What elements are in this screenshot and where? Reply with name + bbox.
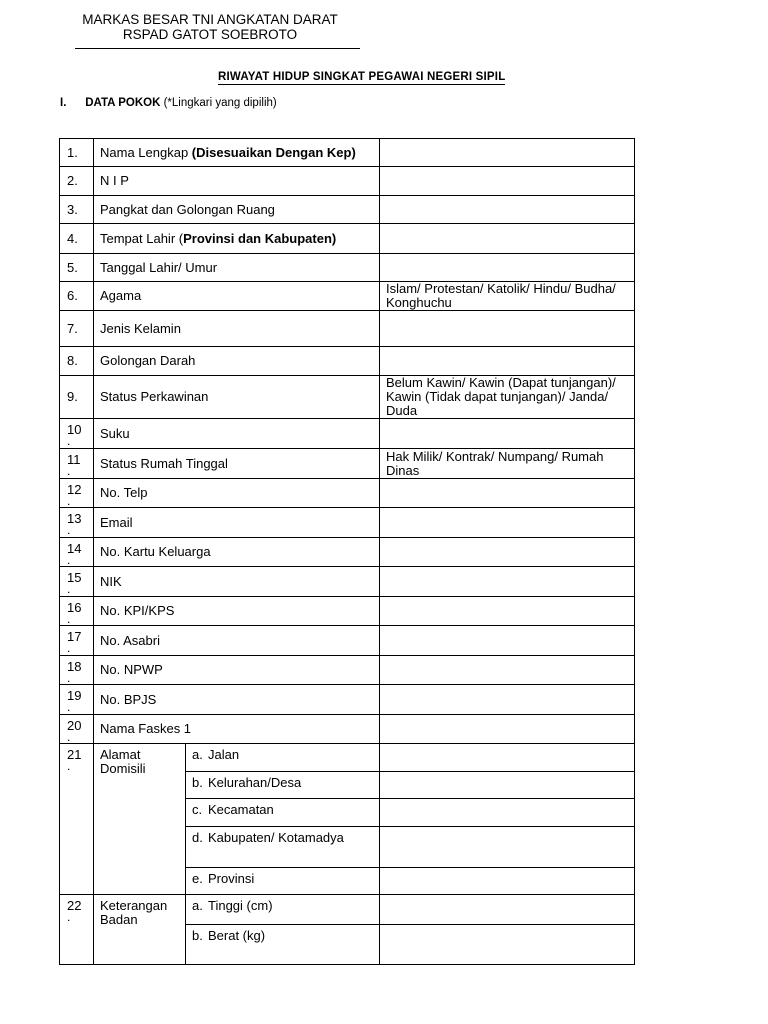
row-label-text: No. Asabri — [100, 632, 160, 648]
sub-item-label — [186, 868, 380, 895]
table-row — [60, 376, 635, 419]
row-number-dot: . — [67, 641, 71, 655]
table-row — [60, 347, 635, 376]
row-label-text: Nama Lengkap — [100, 144, 192, 160]
table-row — [60, 656, 635, 685]
row-number-text: 15 — [67, 570, 82, 585]
row-label — [94, 715, 380, 744]
row-number-text: 3. — [67, 201, 78, 217]
row-label-text: Tanggal Lahir/ Umur — [100, 259, 218, 275]
row-number-dot: . — [67, 553, 71, 567]
sub-item-letter: a. — [192, 747, 203, 762]
group-label — [94, 895, 186, 965]
row-number-text: 16 — [67, 600, 82, 615]
row-value-options: Islam/ Protestan/ Katolik/ Hindu/ Budha/ Konghuchu — [386, 281, 616, 310]
row-value-field[interactable] — [380, 282, 635, 311]
row-label — [94, 347, 380, 376]
sub-item-value-field[interactable] — [380, 925, 635, 965]
sub-item-value-field[interactable] — [380, 772, 635, 799]
row-value-field[interactable] — [380, 685, 635, 715]
row-label-emphasis: Provinsi dan Kabupaten) — [183, 230, 337, 246]
section-name: DATA POKOK — [85, 97, 161, 109]
table-row — [60, 449, 635, 479]
sub-item-value-field[interactable] — [380, 827, 635, 868]
row-label-text: Email — [100, 514, 133, 530]
row-label-text: Status Rumah Tinggal — [100, 455, 228, 471]
sub-item-text: Kelurahan/Desa — [208, 775, 302, 790]
group-label — [94, 744, 186, 895]
row-number — [60, 254, 94, 282]
row-value-field[interactable] — [380, 626, 635, 656]
sub-item — [192, 748, 373, 762]
row-label — [94, 685, 380, 715]
row-label — [94, 282, 380, 311]
row-label-text: Tempat Lahir ( — [100, 230, 184, 246]
header-line-2: RSPAD GATOT SOEBROTO — [122, 27, 298, 42]
row-value-field[interactable] — [380, 376, 635, 419]
row-label-text: No. Telp — [100, 485, 148, 500]
row-number — [60, 567, 94, 597]
group-label-text: Keterangan Badan — [100, 898, 168, 927]
row-number-text: 13 — [67, 511, 82, 526]
row-number-dot: . — [67, 671, 71, 685]
row-number-text: 6. — [67, 288, 78, 303]
row-number — [60, 419, 94, 449]
row-number-text: 18 — [67, 659, 82, 674]
header-line-1: MARKAS BESAR TNI ANGKATAN DARAT — [82, 12, 338, 27]
row-label-text: No. KPI/KPS — [100, 603, 175, 618]
row-value-field[interactable] — [380, 656, 635, 685]
section-heading — [60, 97, 277, 109]
document-title: RIWAYAT HIDUP SINGKAT PEGAWAI NEGERI SIPIL — [218, 71, 506, 83]
sub-item-text: Tinggi (cm) — [208, 898, 273, 913]
row-number — [60, 139, 94, 167]
row-number-text: 19 — [67, 688, 82, 703]
row-number-text: 8. — [67, 353, 78, 368]
row-value-field[interactable] — [380, 479, 635, 508]
sub-item-label — [186, 895, 380, 925]
row-number-dot: . — [67, 612, 71, 626]
sub-item-label — [186, 744, 380, 772]
sub-item-text: Berat (kg) — [208, 928, 266, 943]
group-label-text: Alamat Domisili — [100, 747, 146, 776]
table-row — [60, 685, 635, 715]
table-row — [60, 224, 635, 254]
row-number — [60, 744, 94, 895]
sub-item-text: Provinsi — [208, 871, 255, 886]
table-row — [60, 254, 635, 282]
row-number-dot: . — [67, 910, 71, 924]
row-label — [94, 254, 380, 282]
document-header — [60, 12, 360, 42]
row-number — [60, 508, 94, 538]
row-number-text: 10 — [67, 422, 82, 437]
row-label-text: Status Perkawinan — [100, 389, 209, 404]
row-number — [60, 626, 94, 656]
sub-item — [192, 776, 373, 790]
table-row — [60, 196, 635, 224]
row-number-text: 5. — [67, 259, 78, 275]
row-number-dot: . — [67, 700, 71, 714]
row-label-text: N I P — [100, 173, 129, 188]
row-value-field[interactable] — [380, 139, 635, 167]
row-value-options: Belum Kawin/ Kawin (Dapat tunjangan)/ Kawin (Tidak dapat tunjangan)/ Janda/ Duda — [386, 375, 616, 418]
row-label-emphasis: (Disesuaikan Dengan Kep) — [191, 144, 356, 160]
row-number — [60, 479, 94, 508]
row-label — [94, 626, 380, 656]
row-label-text: Agama — [100, 288, 142, 303]
row-number-text: 14 — [67, 541, 82, 556]
row-label-text: Golongan Darah — [100, 353, 196, 368]
table-row — [60, 282, 635, 311]
row-number — [60, 376, 94, 419]
section-number: I. — [60, 97, 67, 109]
sub-item-letter: d. — [192, 830, 203, 845]
row-label — [94, 419, 380, 449]
row-number-text: 7. — [67, 320, 78, 336]
row-number — [60, 311, 94, 347]
sub-item-value-field[interactable] — [380, 799, 635, 827]
sub-item — [192, 929, 373, 943]
sub-item-text: Jalan — [208, 747, 240, 762]
row-label-text: No. Kartu Keluarga — [100, 544, 211, 559]
table-row — [60, 744, 635, 772]
row-number-dot: . — [67, 464, 71, 478]
table-row — [60, 479, 635, 508]
row-number — [60, 347, 94, 376]
row-value-field[interactable] — [380, 196, 635, 224]
row-value-field[interactable] — [380, 419, 635, 449]
sub-item-value-field[interactable] — [380, 868, 635, 895]
row-label-text: No. BPJS — [100, 691, 157, 707]
row-value-field[interactable] — [380, 311, 635, 347]
row-label-text: Pangkat dan Golongan Ruang — [100, 201, 275, 217]
row-number-dot: . — [67, 730, 71, 744]
row-number — [60, 196, 94, 224]
row-number-dot: . — [67, 523, 71, 537]
table-row — [60, 895, 635, 925]
row-number-text: 4. — [67, 230, 78, 246]
table-row — [60, 508, 635, 538]
sub-item-letter: e. — [192, 871, 203, 886]
row-label — [94, 139, 380, 167]
row-number-dot: . — [67, 582, 71, 596]
row-number-text: 9. — [67, 389, 78, 404]
row-label — [94, 479, 380, 508]
sub-item-label — [186, 799, 380, 827]
row-label — [94, 508, 380, 538]
row-number — [60, 282, 94, 311]
row-value-field[interactable] — [380, 224, 635, 254]
table-row — [60, 597, 635, 626]
table-row — [60, 538, 635, 567]
table-row — [60, 139, 635, 167]
row-number-dot: . — [67, 759, 71, 773]
row-label-text: Nama Faskes 1 — [100, 721, 192, 736]
sub-item — [192, 803, 373, 817]
row-number — [60, 895, 94, 965]
row-value-field[interactable] — [380, 254, 635, 282]
row-label — [94, 449, 380, 479]
row-number — [60, 685, 94, 715]
row-label — [94, 167, 380, 196]
row-number — [60, 597, 94, 626]
row-number-text: 22 — [67, 898, 82, 913]
row-label-text: Jenis Kelamin — [100, 320, 181, 336]
table-row — [60, 626, 635, 656]
sub-item-label — [186, 827, 380, 868]
row-label — [94, 656, 380, 685]
sub-item-letter: c. — [192, 802, 203, 817]
row-value-options: Hak Milik/ Kontrak/ Numpang/ Rumah Dinas — [386, 448, 604, 478]
sub-item-label — [186, 925, 380, 965]
row-value-field[interactable] — [380, 167, 635, 196]
row-label — [94, 224, 380, 254]
row-label-text: NIK — [100, 573, 122, 589]
sub-item-value-field[interactable] — [380, 744, 635, 772]
table-row — [60, 567, 635, 597]
row-number — [60, 538, 94, 567]
row-number-text: 2. — [67, 173, 78, 188]
row-value-field[interactable] — [380, 508, 635, 538]
sub-item-text: Kabupaten/ Kotamadya — [208, 830, 344, 845]
sub-item — [192, 831, 373, 845]
row-number-text: 21 — [67, 747, 82, 762]
row-value-field[interactable] — [380, 567, 635, 597]
row-label — [94, 567, 380, 597]
row-label — [94, 196, 380, 224]
row-number-dot: . — [67, 494, 71, 508]
table-row — [60, 419, 635, 449]
sub-item-label — [186, 772, 380, 799]
table-row — [60, 167, 635, 196]
header-underline — [75, 48, 360, 49]
row-label-text: No. NPWP — [100, 662, 163, 677]
row-number — [60, 449, 94, 479]
sub-item — [192, 872, 373, 886]
section-note: (*Lingkari yang dipilih) — [163, 97, 277, 109]
row-value-field[interactable] — [380, 715, 635, 744]
row-number-text: 17 — [67, 629, 82, 644]
sub-item — [192, 899, 373, 913]
data-pokok-table — [59, 138, 635, 965]
row-number — [60, 224, 94, 254]
row-label — [94, 538, 380, 567]
sub-item-letter: b. — [192, 775, 203, 790]
table-row — [60, 311, 635, 347]
row-number — [60, 715, 94, 744]
row-number — [60, 167, 94, 196]
sub-item-letter: a. — [192, 898, 203, 913]
row-number-text: 1. — [67, 144, 78, 160]
table-row — [60, 715, 635, 744]
row-value-field[interactable] — [380, 347, 635, 376]
row-label — [94, 311, 380, 347]
row-number-text: 11 — [67, 452, 81, 467]
row-number-text: 20 — [67, 718, 82, 733]
row-label — [94, 597, 380, 626]
row-value-field[interactable] — [380, 538, 635, 567]
row-value-field[interactable] — [380, 597, 635, 626]
sub-item-value-field[interactable] — [380, 895, 635, 925]
row-number — [60, 656, 94, 685]
row-label — [94, 376, 380, 419]
sub-item-letter: b. — [192, 928, 203, 943]
row-number-text: 12 — [67, 482, 82, 497]
row-value-field[interactable] — [380, 449, 635, 479]
sub-item-text: Kecamatan — [208, 802, 274, 817]
row-number-dot: . — [67, 434, 71, 448]
row-label-text: Suku — [100, 425, 130, 441]
